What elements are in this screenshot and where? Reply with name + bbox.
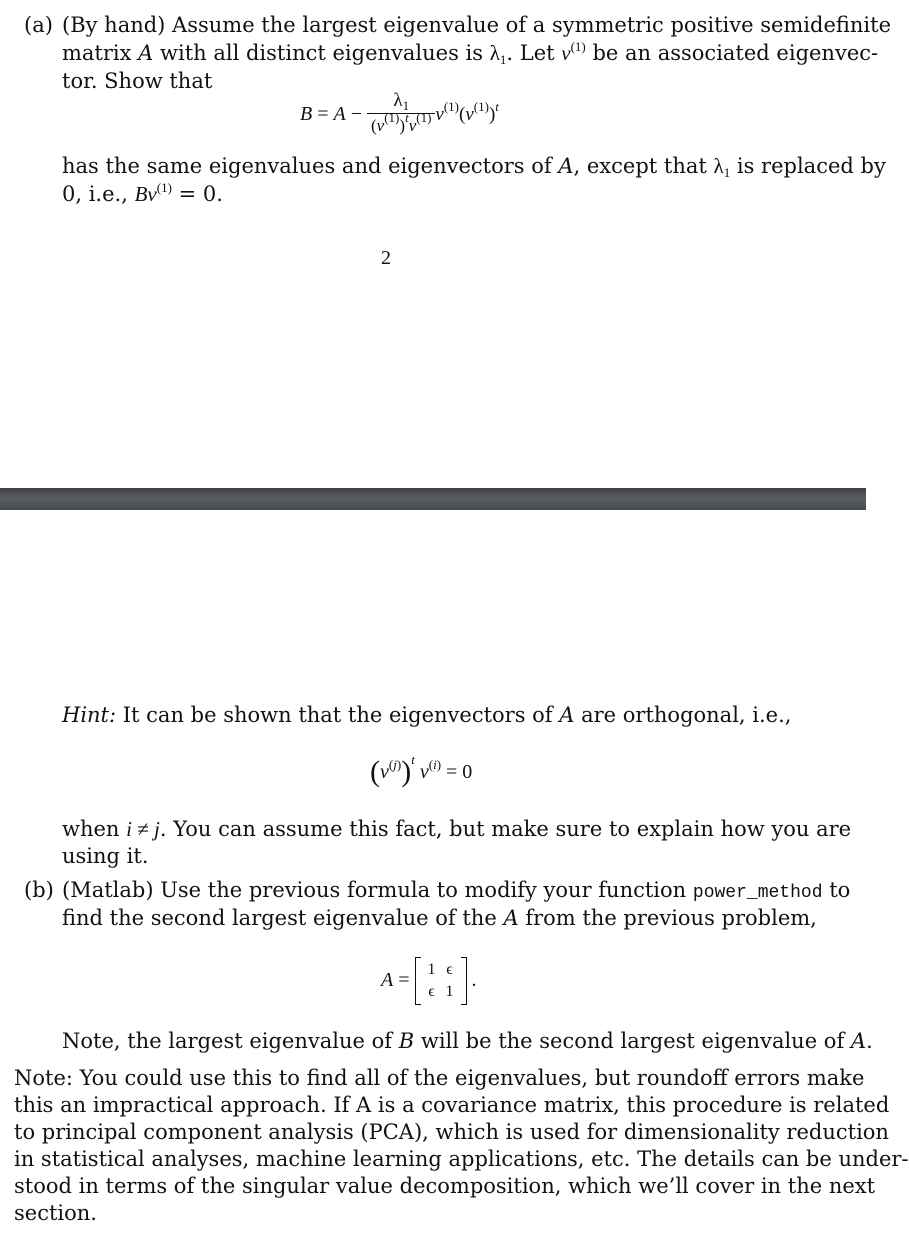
matrix-cell: ϵ [428,983,435,1001]
hint-when-line-2: using it. [62,844,149,868]
matrix-a-equation: A = 1 ϵ ϵ 1 . [381,950,477,1010]
page-number: 2 [381,247,391,269]
part-b-label: (b) [24,878,54,902]
note-line: to principal component analysis (PCA), which is used for dimensionality reduction [14,1120,889,1144]
part-a-line-1: (By hand) Assume the largest eigenvalue of a symmetric positive semidefinite [62,13,892,37]
equation-b-definition: B = A − $\frac{\lambda_1}{(v^{(1)})^tv^{(1)}}$ $v^{(1)}(v^{(1)})^t$ [300,90,499,139]
note-b-line: Note, the largest eigenvalue of B will be the second largest eigenvalue of A. [62,1029,873,1053]
note-line: this an impractical approach. If A is a covariance matrix, this procedure is related [14,1093,890,1117]
matrix-a [415,957,467,1005]
matrix-cell: 1 [445,983,454,1001]
hint-when-line: when i ≠ j. You can assume this fact, but make sure to explain how you are [62,817,852,841]
matrix-cell: ϵ [446,961,453,979]
part-b-line-2: find the second largest eigenvalue of the A from the previous problem, [62,906,817,930]
note-line: in statistical analyses, machine learning applications, etc. The details can be under- [14,1147,909,1171]
matrix-cell: 1 [427,961,436,979]
part-a-label: (a) [24,13,53,37]
part-a-line-4: has the same eigenvalues and eigenvectors of A, except that $\lambda_1$ is replaced by [62,154,886,180]
note-line: stood in terms of the singular value decomposition, which we’ll cover in the next [14,1174,876,1198]
function-name-power-method: power_method [692,883,823,903]
orthogonality-equation: $(v^{(j)})^t$ $v^{(i)} = 0$ [370,752,473,788]
hint-line: Hint: It can be shown that the eigenvectors of A are orthogonal, i.e., [62,703,792,727]
part-b-line-1: (Matlab) Use the previous formula to modify your function power_method to [62,878,851,903]
note-line: section. [14,1201,97,1225]
part-a-line-5: 0, i.e., Bv$^{(1)}$ = 0. [62,180,223,206]
part-a-line-2: matrix A with all distinct eigenvalues is $\lambda_1$. Let $v^{(1)}$ be an associated eigenvec- [62,39,879,67]
page-divider [0,488,866,510]
part-a-line-3: tor. Show that [62,69,213,93]
note-line: Note: You could use this to find all of the eigenvalues, but roundoff errors make [14,1066,865,1090]
